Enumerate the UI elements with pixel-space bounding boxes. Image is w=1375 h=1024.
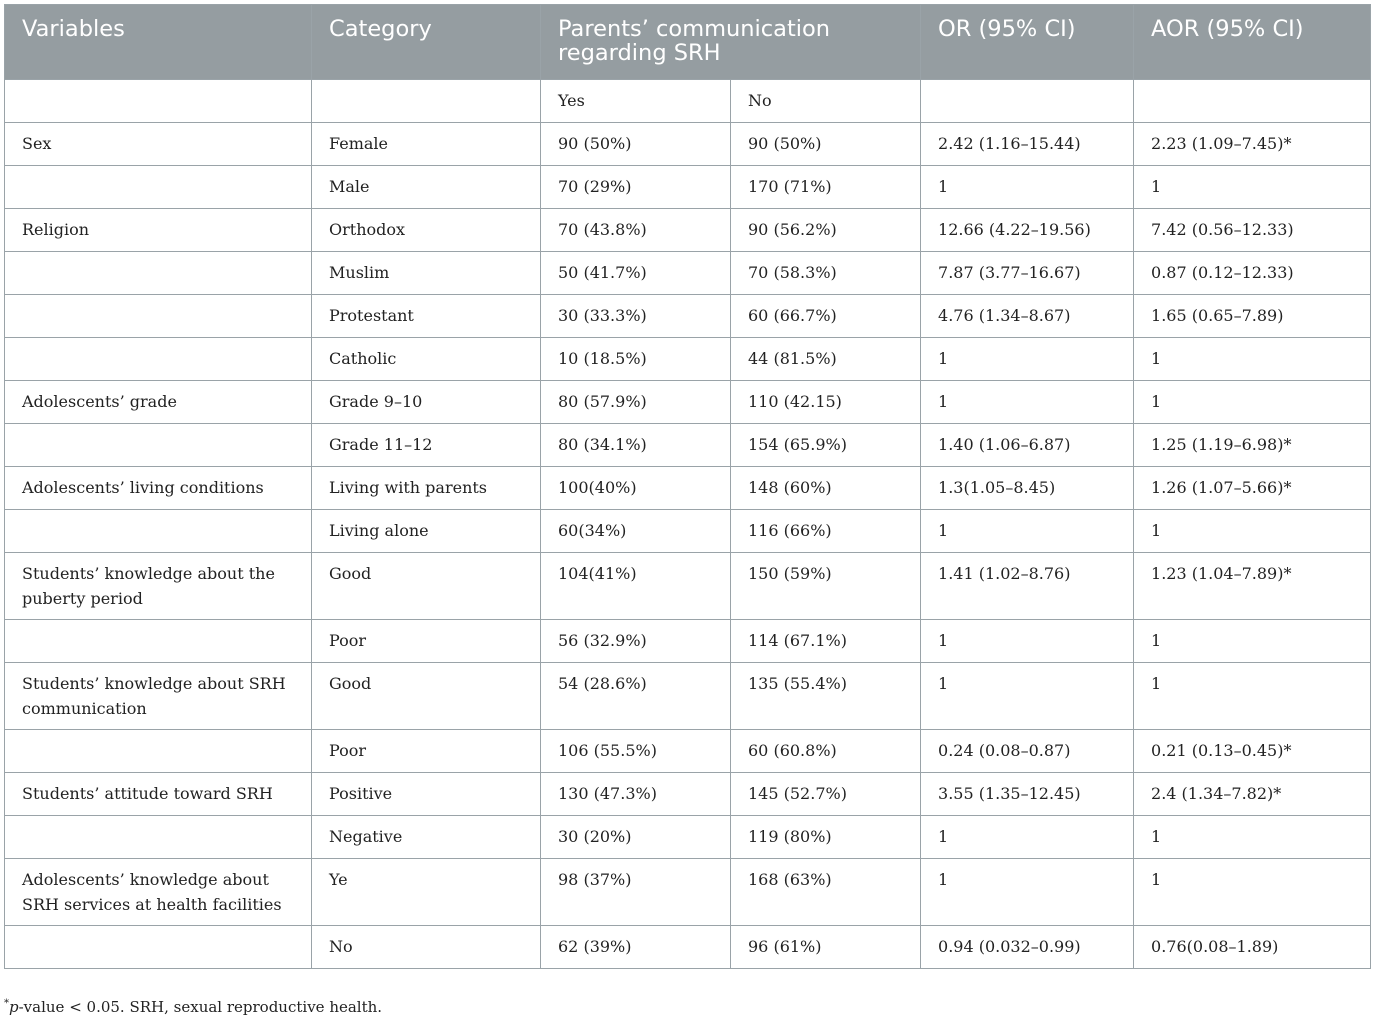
cell-no: 60 (66.7%) xyxy=(731,295,921,338)
cell-no: 135 (55.4%) xyxy=(731,663,921,730)
cell-variable xyxy=(5,926,312,969)
table-row xyxy=(5,859,1371,926)
cell-yes: 104(41%) xyxy=(541,553,731,620)
cell-category: Living alone xyxy=(312,510,541,553)
cell-category: Male xyxy=(312,166,541,209)
header-aor: AOR (95% CI) xyxy=(1134,5,1371,80)
cell-yes: 60(34%) xyxy=(541,510,731,553)
cell-no: 110 (42.15) xyxy=(731,381,921,424)
subheader-empty-cell xyxy=(921,80,1134,123)
cell-no: 148 (60%) xyxy=(731,467,921,510)
cell-no: 150 (59%) xyxy=(731,553,921,620)
cell-or: 1 xyxy=(921,620,1134,663)
cell-no: 44 (81.5%) xyxy=(731,338,921,381)
cell-no: 168 (63%) xyxy=(731,859,921,926)
header-variables: Variables xyxy=(5,5,312,80)
table-body xyxy=(5,80,1371,969)
cell-variable: Religion xyxy=(5,209,312,252)
cell-variable xyxy=(5,620,312,663)
cell-variable xyxy=(5,730,312,773)
cell-or: 1.40 (1.06–6.87) xyxy=(921,424,1134,467)
cell-no: 90 (56.2%) xyxy=(731,209,921,252)
cell-yes: 90 (50%) xyxy=(541,123,731,166)
cell-no: 170 (71%) xyxy=(731,166,921,209)
cell-category: Poor xyxy=(312,730,541,773)
cell-aor: 1.23 (1.04–7.89)* xyxy=(1134,553,1371,620)
subheader-empty-cell xyxy=(1134,80,1371,123)
table-row xyxy=(5,123,1371,166)
table-row xyxy=(5,510,1371,553)
table-row xyxy=(5,338,1371,381)
cell-variable: Adolescents’ living conditions xyxy=(5,467,312,510)
table-footnote xyxy=(4,998,382,1016)
cell-category: Muslim xyxy=(312,252,541,295)
cell-category: No xyxy=(312,926,541,969)
cell-aor: 7.42 (0.56–12.33) xyxy=(1134,209,1371,252)
cell-yes: 70 (43.8%) xyxy=(541,209,731,252)
cell-category: Protestant xyxy=(312,295,541,338)
cell-category: Good xyxy=(312,663,541,730)
cell-aor: 1.65 (0.65–7.89) xyxy=(1134,295,1371,338)
table-row xyxy=(5,663,1371,730)
table-row xyxy=(5,730,1371,773)
table-row xyxy=(5,166,1371,209)
header-category: Category xyxy=(312,5,541,80)
results-table xyxy=(4,4,1371,969)
cell-yes: 130 (47.3%) xyxy=(541,773,731,816)
cell-or: 0.94 (0.032–0.99) xyxy=(921,926,1134,969)
table-row xyxy=(5,773,1371,816)
cell-no: 114 (67.1%) xyxy=(731,620,921,663)
subheader-empty-cell xyxy=(312,80,541,123)
cell-yes: 62 (39%) xyxy=(541,926,731,969)
cell-no: 70 (58.3%) xyxy=(731,252,921,295)
table-row xyxy=(5,620,1371,663)
cell-aor: 1 xyxy=(1134,381,1371,424)
header-parents-communication: Parents’ communication regarding SRH xyxy=(541,5,921,80)
cell-yes: 56 (32.9%) xyxy=(541,620,731,663)
cell-no: 96 (61%) xyxy=(731,926,921,969)
cell-no: 60 (60.8%) xyxy=(731,730,921,773)
cell-yes: 106 (55.5%) xyxy=(541,730,731,773)
cell-aor: 1 xyxy=(1134,859,1371,926)
cell-or: 1 xyxy=(921,663,1134,730)
cell-variable xyxy=(5,424,312,467)
cell-aor: 1 xyxy=(1134,510,1371,553)
cell-aor: 0.76(0.08–1.89) xyxy=(1134,926,1371,969)
results-table-container xyxy=(4,4,1370,969)
subheader-empty-cell xyxy=(5,80,312,123)
table-row xyxy=(5,209,1371,252)
cell-variable xyxy=(5,252,312,295)
cell-variable xyxy=(5,510,312,553)
cell-or: 1 xyxy=(921,816,1134,859)
cell-variable xyxy=(5,295,312,338)
cell-category: Grade 9–10 xyxy=(312,381,541,424)
table-row xyxy=(5,295,1371,338)
cell-category: Grade 11–12 xyxy=(312,424,541,467)
cell-yes: 10 (18.5%) xyxy=(541,338,731,381)
cell-aor: 1 xyxy=(1134,338,1371,381)
table-row xyxy=(5,816,1371,859)
cell-variable: Sex xyxy=(5,123,312,166)
cell-category: Ye xyxy=(312,859,541,926)
cell-or: 1.3(1.05–8.45) xyxy=(921,467,1134,510)
cell-or: 1 xyxy=(921,510,1134,553)
cell-category: Orthodox xyxy=(312,209,541,252)
table-header-row xyxy=(5,5,1371,80)
cell-or: 1.41 (1.02–8.76) xyxy=(921,553,1134,620)
cell-no: 90 (50%) xyxy=(731,123,921,166)
table-row xyxy=(5,926,1371,969)
cell-yes: 98 (37%) xyxy=(541,859,731,926)
subheader-row xyxy=(5,80,1371,123)
table-row xyxy=(5,553,1371,620)
cell-variable: Adolescents’ grade xyxy=(5,381,312,424)
cell-aor: 0.21 (0.13–0.45)* xyxy=(1134,730,1371,773)
cell-no: 145 (52.7%) xyxy=(731,773,921,816)
cell-or: 7.87 (3.77–16.67) xyxy=(921,252,1134,295)
cell-no: 116 (66%) xyxy=(731,510,921,553)
cell-variable xyxy=(5,816,312,859)
cell-yes: 80 (57.9%) xyxy=(541,381,731,424)
cell-category: Female xyxy=(312,123,541,166)
cell-yes: 80 (34.1%) xyxy=(541,424,731,467)
cell-aor: 1.26 (1.07–5.66)* xyxy=(1134,467,1371,510)
cell-category: Positive xyxy=(312,773,541,816)
cell-no: 119 (80%) xyxy=(731,816,921,859)
cell-yes: 50 (41.7%) xyxy=(541,252,731,295)
cell-variable: Adolescents’ knowledge about SRH services at health facilities xyxy=(5,859,312,926)
cell-yes: 100(40%) xyxy=(541,467,731,510)
cell-or: 1 xyxy=(921,166,1134,209)
cell-or: 1 xyxy=(921,859,1134,926)
footnote-pvalue-label: p xyxy=(9,998,19,1016)
cell-variable: Students’ knowledge about the puberty period xyxy=(5,553,312,620)
cell-yes: 54 (28.6%) xyxy=(541,663,731,730)
cell-aor: 2.23 (1.09–7.45)* xyxy=(1134,123,1371,166)
cell-category: Living with parents xyxy=(312,467,541,510)
cell-category: Poor xyxy=(312,620,541,663)
cell-or: 12.66 (4.22–19.56) xyxy=(921,209,1134,252)
cell-aor: 1 xyxy=(1134,816,1371,859)
cell-yes: 30 (33.3%) xyxy=(541,295,731,338)
table-row xyxy=(5,424,1371,467)
cell-aor: 1 xyxy=(1134,620,1371,663)
cell-yes: 70 (29%) xyxy=(541,166,731,209)
cell-or: 3.55 (1.35–12.45) xyxy=(921,773,1134,816)
cell-or: 1 xyxy=(921,338,1134,381)
cell-variable xyxy=(5,338,312,381)
cell-or: 0.24 (0.08–0.87) xyxy=(921,730,1134,773)
cell-or: 2.42 (1.16–15.44) xyxy=(921,123,1134,166)
table-row xyxy=(5,252,1371,295)
cell-or: 1 xyxy=(921,381,1134,424)
table-row xyxy=(5,467,1371,510)
header-or: OR (95% CI) xyxy=(921,5,1134,80)
cell-variable: Students’ knowledge about SRH communication xyxy=(5,663,312,730)
cell-aor: 0.87 (0.12–12.33) xyxy=(1134,252,1371,295)
table-row xyxy=(5,381,1371,424)
cell-aor: 1 xyxy=(1134,663,1371,730)
cell-yes: 30 (20%) xyxy=(541,816,731,859)
cell-aor: 2.4 (1.34–7.82)* xyxy=(1134,773,1371,816)
subheader-no: No xyxy=(731,80,921,123)
cell-or: 4.76 (1.34–8.67) xyxy=(921,295,1134,338)
cell-category: Good xyxy=(312,553,541,620)
cell-no: 154 (65.9%) xyxy=(731,424,921,467)
footnote-marker: * xyxy=(4,998,9,1009)
cell-variable: Students’ attitude toward SRH xyxy=(5,773,312,816)
footnote-text: -value < 0.05. SRH, sexual reproductive health. xyxy=(18,998,383,1016)
cell-variable xyxy=(5,166,312,209)
cell-category: Catholic xyxy=(312,338,541,381)
cell-aor: 1 xyxy=(1134,166,1371,209)
cell-category: Negative xyxy=(312,816,541,859)
cell-aor: 1.25 (1.19–6.98)* xyxy=(1134,424,1371,467)
subheader-yes: Yes xyxy=(541,80,731,123)
